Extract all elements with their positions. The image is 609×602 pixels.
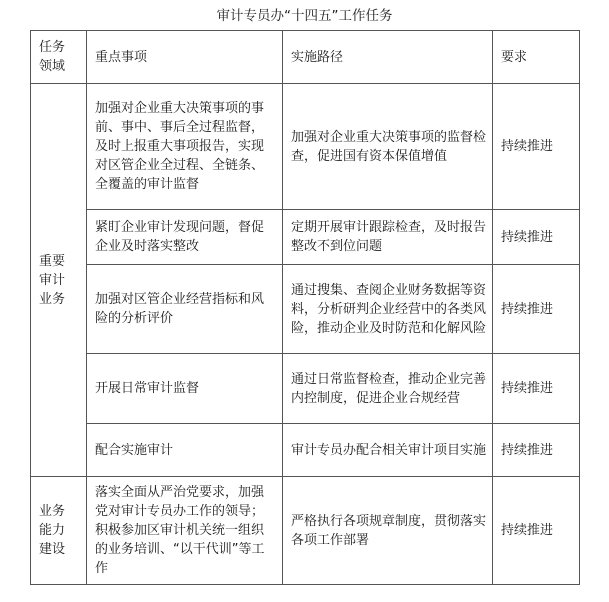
path-cell: 定期开展审计跟踪检查，及时报告整改不到位问题 [283, 210, 493, 265]
focus-cell: 开展日常审计监督 [87, 354, 283, 424]
focus-cell: 落实全面从严治党要求，加强党对审计专员办工作的领导；积极参加区审计机关统一组织的业务培训、“以干代训”等工作 [87, 477, 283, 585]
focus-cell: 加强对区管企业经营指标和风险的分析评价 [87, 265, 283, 354]
table-row [31, 210, 580, 265]
table-row [31, 477, 580, 585]
path-cell: 通过日常监督检查，推动企业完善内控制度，促进企业合规经营 [283, 354, 493, 424]
focus-cell: 加强对企业重大决策事项的事前、事中、事后全过程监督，及时上报重大事项报告，实现对区管企业全过程、全链条、全覆盖的审计监督 [87, 84, 283, 210]
header-focus: 重点事项 [87, 31, 283, 84]
path-cell: 审计专员办配合相关审计项目实施 [283, 424, 493, 477]
path-cell: 加强对企业重大决策事项的监督检查，促进国有资本保值增值 [283, 84, 493, 210]
table-row [31, 354, 580, 424]
header-path: 实施路径 [283, 31, 493, 84]
path-cell: 严格执行各项规章制度，贯彻落实各项工作部署 [283, 477, 493, 585]
requirement-cell: 持续推进 [493, 210, 580, 265]
header-requirement: 要求 [493, 31, 580, 84]
table-row [31, 424, 580, 477]
table-header-row [31, 31, 580, 84]
table-row [31, 84, 580, 210]
area-cell-audit-business: 重要 审计 业务 [31, 84, 87, 477]
task-table [30, 30, 580, 585]
table-row [31, 265, 580, 354]
area-cell-capability-building: 业务 能力 建设 [31, 477, 87, 585]
focus-cell: 配合实施审计 [87, 424, 283, 477]
requirement-cell: 持续推进 [493, 84, 580, 210]
requirement-cell: 持续推进 [493, 265, 580, 354]
requirement-cell: 持续推进 [493, 354, 580, 424]
header-area: 任务 领域 [31, 31, 87, 84]
requirement-cell: 持续推进 [493, 424, 580, 477]
requirement-cell: 持续推进 [493, 477, 580, 585]
focus-cell: 紧盯企业审计发现问题，督促企业及时落实整改 [87, 210, 283, 265]
path-cell: 通过搜集、查阅企业财务数据等资料，分析研判企业经营中的各类风险，推动企业及时防范和化解风险 [283, 265, 493, 354]
page-title: 审计专员办“十四五”工作任务 [216, 8, 393, 24]
